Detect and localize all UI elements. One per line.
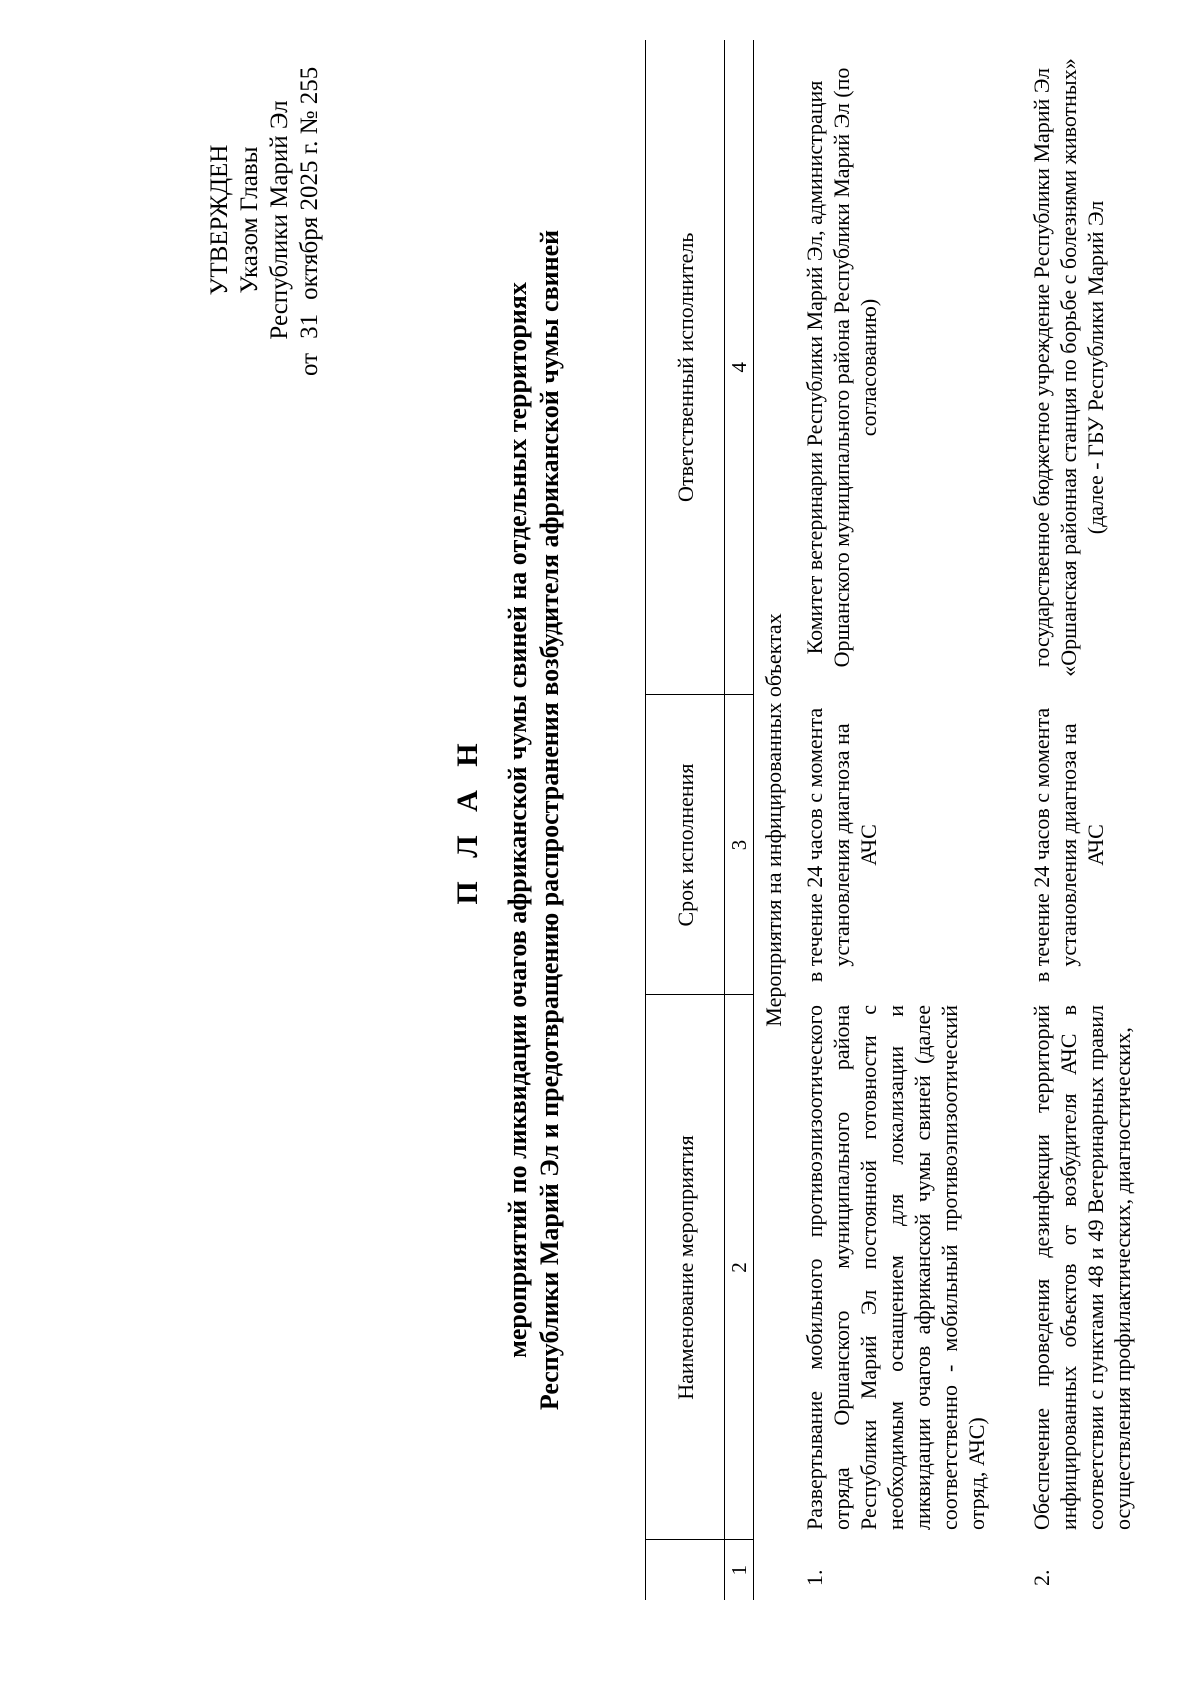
document-subtitle-line1: мероприятий по ликвидации очагов африканской чумы свиней на отдельных территориях — [503, 282, 532, 1358]
approval-decree: Указом Главы — [236, 146, 263, 294]
table-row — [1020, 40, 1136, 1600]
row-executor: Комитет ветеринарии Республики Марий Эл, администрация Оршанского муниципального района Республики Марий Эл (по согласованию) — [802, 67, 881, 668]
document-title: П Л А Н — [451, 735, 484, 905]
approval-date-line — [295, 66, 325, 376]
header-num — [646, 1540, 725, 1600]
header-number-3: 3 — [725, 695, 754, 995]
header-executor: Ответственный исполнитель — [646, 40, 725, 695]
header-number-1: 1 — [725, 1540, 754, 1600]
table-row — [793, 40, 990, 1600]
section-row — [754, 40, 794, 1600]
title-block — [450, 40, 566, 1600]
header-number-4: 4 — [725, 40, 754, 695]
document-sheet — [20, 60, 1140, 1660]
document-subtitle-line2: Республики Марий Эл и предотвращению распространения возбудителя африканской чумы свиней — [535, 229, 564, 1411]
date-day: 31 — [296, 313, 323, 339]
date-prefix: от — [296, 352, 323, 376]
row-executor: государственное бюджетное учреждение Республики Марий Эл «Оршанская районная станция по борьбе с болезнями животных» (далее - ГБУ Республики Марий Эл — [1029, 58, 1108, 677]
table-header-numbers — [725, 40, 754, 1600]
doc-number: 255 — [296, 66, 323, 105]
row-spacer — [990, 40, 1020, 1600]
approval-republic: Республики Марий Эл — [266, 100, 293, 340]
row-term: в течение 24 часов с момента установления диагноза на АЧС — [802, 707, 881, 983]
table-header-row — [646, 40, 725, 1600]
row-term: в течение 24 часов с момента установления диагноза на АЧС — [1029, 707, 1108, 983]
header-name: Наименование мероприятия — [646, 995, 725, 1540]
row-name: Развертывание мобильного противоэпизоотического отряда Оршанского муниципального района Республики Марий Эл постоянной готовности с необходимым оснащением для локализации и ликвидации очагов африканской чумы свиней (далее соответственно - мобильный противоэпизоотический отряд, АЧС) — [802, 1005, 989, 1530]
approval-stamp — [205, 66, 325, 376]
approval-title: УТВЕРЖДЕН — [206, 144, 233, 296]
header-number-2: 2 — [725, 995, 754, 1540]
row-number: 2. — [1029, 1569, 1054, 1586]
row-name: Обеспечение проведения дезинфекции территорий инфицированных объектов от возбудителя АЧС в соответствии с пунктами 48 и 49 Ветеринарных правил осуществления профилактических, диагностических, — [1029, 1005, 1135, 1530]
date-rest: октября 2025 г. № — [296, 110, 323, 300]
plan-table — [645, 40, 1136, 1600]
header-term: Срок исполнения — [646, 695, 725, 995]
section-title: Мероприятия на инфицированных объектах — [761, 613, 786, 1027]
plan-table-wrap — [645, 40, 1136, 1600]
row-number: 1. — [802, 1569, 827, 1586]
